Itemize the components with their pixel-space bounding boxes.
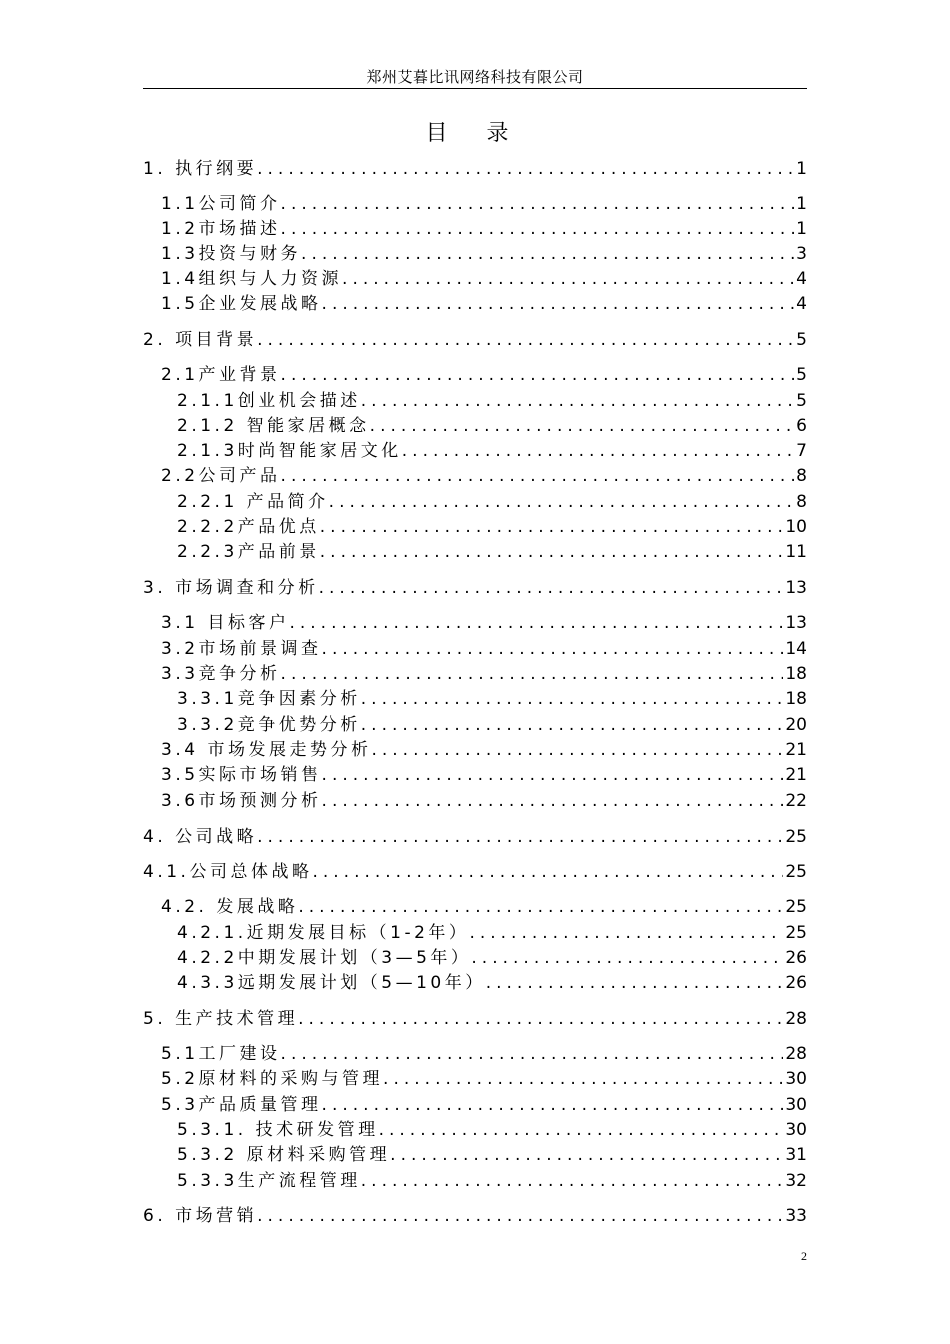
toc-entry[interactable] xyxy=(161,292,807,316)
toc-leader-dots xyxy=(361,1169,784,1193)
toc-entry[interactable] xyxy=(161,637,807,661)
toc-entry-title: 3.3.2竞争优势分析 xyxy=(177,715,361,735)
toc-entry-page: 10 xyxy=(785,517,807,537)
toc-leader-dots xyxy=(370,414,795,438)
toc-entry-title: 5.3.3生产流程管理 xyxy=(177,1171,361,1191)
toc-leader-dots xyxy=(257,328,794,352)
toc-entry-page: 1 xyxy=(796,194,807,214)
toc-leader-dots xyxy=(361,389,794,413)
toc-entry[interactable] xyxy=(161,763,807,787)
toc-entry-page: 25 xyxy=(785,923,807,943)
toc-leader-dots xyxy=(322,763,784,787)
toc-entry-page: 30 xyxy=(785,1069,807,1089)
toc-entry-title: 2.2.2产品优点 xyxy=(177,517,320,537)
toc-entry-page: 25 xyxy=(785,897,807,917)
toc-leader-dots xyxy=(379,1118,784,1142)
toc-leader-dots xyxy=(402,439,794,463)
toc-entry-title: 5.3.2 原材料采购管理 xyxy=(177,1145,391,1165)
toc-leader-dots xyxy=(281,1042,784,1066)
toc-entry-title: 2.1产业背景 xyxy=(161,365,281,385)
toc-entry-page: 32 xyxy=(785,1171,807,1191)
toc-entry-title: 2.2公司产品 xyxy=(161,466,281,486)
toc-entry[interactable] xyxy=(143,825,807,849)
toc-leader-dots xyxy=(322,637,784,661)
toc-entry-title: 3.3.1竞争因素分析 xyxy=(177,689,361,709)
toc-leader-dots xyxy=(361,713,784,737)
toc-entry[interactable] xyxy=(177,921,807,945)
toc-leader-dots xyxy=(471,946,783,970)
toc-entry-title: 5.3产品质量管理 xyxy=(161,1095,322,1115)
toc-leader-dots xyxy=(320,515,784,539)
toc-entry-title: 3.5实际市场销售 xyxy=(161,765,322,785)
toc-entry-title: 1.3投资与财务 xyxy=(161,244,302,264)
toc-title: 目 录 xyxy=(425,121,525,146)
toc-entry[interactable] xyxy=(177,389,807,413)
toc-leader-dots xyxy=(281,217,795,241)
toc-entry[interactable] xyxy=(177,1143,807,1167)
toc-entry-title: 6. 市场营销 xyxy=(143,1206,258,1226)
toc-entry[interactable] xyxy=(161,611,807,635)
toc-entry[interactable] xyxy=(143,157,807,181)
toc-entry-page: 7 xyxy=(796,441,807,461)
toc-entry-title: 5.3.1. 技术研发管理 xyxy=(177,1120,379,1140)
toc-entry-page: 11 xyxy=(785,542,807,562)
toc-entry-title: 4. 公司战略 xyxy=(143,827,258,847)
toc-leader-dots xyxy=(281,662,784,686)
toc-leader-dots xyxy=(301,242,794,266)
toc-entry-page: 8 xyxy=(796,492,807,512)
toc-entry-page: 14 xyxy=(785,639,807,659)
toc-entry-page: 30 xyxy=(785,1095,807,1115)
toc-entry[interactable] xyxy=(143,328,807,352)
toc-entry-title: 1.4组织与人力资源 xyxy=(161,269,343,289)
toc-entry-title: 3.2市场前景调查 xyxy=(161,639,322,659)
toc-entry-page: 1 xyxy=(796,219,807,239)
toc-leader-dots xyxy=(298,1007,783,1031)
toc-entry[interactable] xyxy=(177,540,807,564)
toc-entry-title: 2. 项目背景 xyxy=(143,330,258,350)
toc-leader-dots xyxy=(383,1067,783,1091)
toc-entry[interactable] xyxy=(143,576,807,600)
toc-entry-title: 3.1 目标客户 xyxy=(161,613,290,633)
toc-entry[interactable] xyxy=(177,515,807,539)
toc-entry[interactable] xyxy=(161,217,807,241)
toc-entry-page: 21 xyxy=(785,740,807,760)
toc-entry[interactable] xyxy=(143,1204,807,1228)
toc-entry[interactable] xyxy=(161,789,807,813)
toc-leader-dots xyxy=(371,738,783,762)
toc-entry[interactable] xyxy=(177,971,807,995)
toc-entry[interactable] xyxy=(161,192,807,216)
toc-leader-dots xyxy=(322,1093,784,1117)
toc-entry-page: 31 xyxy=(785,1145,807,1165)
toc-entry-page: 3 xyxy=(796,244,807,264)
toc-entry-page: 4 xyxy=(796,269,807,289)
toc-entry[interactable] xyxy=(177,490,807,514)
toc-entry-title: 2.2.3产品前景 xyxy=(177,542,320,562)
toc-entry-page: 21 xyxy=(785,765,807,785)
toc-entry-title: 1.1公司简介 xyxy=(161,194,281,214)
toc-entry[interactable] xyxy=(143,860,807,884)
toc-entry-title: 3.4 市场发展走势分析 xyxy=(161,740,372,760)
toc-leader-dots xyxy=(298,895,783,919)
toc-entry[interactable] xyxy=(161,1093,807,1117)
toc-leader-dots xyxy=(322,292,795,316)
toc-entry[interactable] xyxy=(161,895,807,919)
toc-entry-page: 5 xyxy=(796,391,807,411)
toc-entry-title: 5.1工厂建设 xyxy=(161,1044,281,1064)
toc-entry[interactable] xyxy=(177,439,807,463)
toc-entry[interactable] xyxy=(161,267,807,291)
toc-entry-page: 33 xyxy=(785,1206,807,1226)
toc-entry[interactable] xyxy=(161,662,807,686)
toc-leader-dots xyxy=(257,157,794,181)
toc-leader-dots xyxy=(322,789,784,813)
toc-entry[interactable] xyxy=(143,1007,807,1031)
toc-leader-dots xyxy=(281,464,795,488)
toc-leader-dots xyxy=(469,921,783,945)
toc-entry[interactable] xyxy=(161,464,807,488)
toc-entry-title: 4.2.1.近期发展目标（1-2年） xyxy=(177,923,470,943)
toc-entry-title: 5. 生产技术管理 xyxy=(143,1009,299,1029)
toc-entry[interactable] xyxy=(177,946,807,970)
toc-entry-page: 18 xyxy=(785,689,807,709)
toc-entry-title: 4.1.公司总体战略 xyxy=(143,862,313,882)
toc-entry-page: 13 xyxy=(785,613,807,633)
toc-entry[interactable] xyxy=(161,1067,807,1091)
toc-entry-title: 2.1.1创业机会描述 xyxy=(177,391,361,411)
toc-entry-title: 1.5企业发展战略 xyxy=(161,294,322,314)
page-number: 2 xyxy=(801,1249,807,1263)
toc-entry[interactable] xyxy=(177,1169,807,1193)
toc-leader-dots xyxy=(319,576,784,600)
toc-entry-title: 1.2市场描述 xyxy=(161,219,281,239)
toc-entry-title: 2.1.2 智能家居概念 xyxy=(177,416,370,436)
toc-entry-page: 13 xyxy=(785,578,807,598)
header-company-name: 郑州艾暮比讯网络科技有限公司 xyxy=(366,68,584,86)
toc-entry-title: 2.1.3时尚智能家居文化 xyxy=(177,441,402,461)
toc-entry-title: 2.2.1 产品简介 xyxy=(177,492,329,512)
toc-entry-page: 5 xyxy=(796,330,807,350)
toc-leader-dots xyxy=(390,1143,783,1167)
toc-entry-page: 25 xyxy=(785,827,807,847)
toc-leader-dots xyxy=(281,192,795,216)
toc-entry-page: 30 xyxy=(785,1120,807,1140)
toc-entry-page: 25 xyxy=(785,862,807,882)
toc-leader-dots xyxy=(486,971,784,995)
toc-entry[interactable] xyxy=(177,1118,807,1142)
toc-entry-title: 4.2.2中期发展计划（3—5年） xyxy=(177,948,472,968)
toc-leader-dots xyxy=(361,687,784,711)
toc-entry-page: 1 xyxy=(796,159,807,179)
toc-leader-dots xyxy=(329,490,795,514)
toc-entry[interactable] xyxy=(161,738,807,762)
toc-entry-title: 3. 市场调查和分析 xyxy=(143,578,319,598)
toc-entry-title: 4.2. 发展战略 xyxy=(161,897,299,917)
toc-entry-page: 5 xyxy=(796,365,807,385)
toc-entry-page: 18 xyxy=(785,664,807,684)
toc-entry-page: 22 xyxy=(785,791,807,811)
toc-entry-page: 8 xyxy=(796,466,807,486)
toc-leader-dots xyxy=(342,267,794,291)
toc-entry[interactable] xyxy=(161,1042,807,1066)
toc-leader-dots xyxy=(312,860,783,884)
toc-entry-page: 28 xyxy=(785,1009,807,1029)
toc-leader-dots xyxy=(257,1204,783,1228)
toc-entry[interactable] xyxy=(161,363,807,387)
toc-entry[interactable] xyxy=(177,713,807,737)
toc-leader-dots xyxy=(289,611,783,635)
toc-entry[interactable] xyxy=(161,242,807,266)
header-divider xyxy=(143,88,807,89)
toc-entry-title: 5.2原材料的采购与管理 xyxy=(161,1069,384,1089)
toc-leader-dots xyxy=(320,540,784,564)
toc-leader-dots xyxy=(281,363,795,387)
toc-entry-title: 4.3.3远期发展计划（5—10年） xyxy=(177,973,486,993)
toc-entry-page: 4 xyxy=(796,294,807,314)
toc-entry[interactable] xyxy=(177,414,807,438)
toc-entry-title: 3.6市场预测分析 xyxy=(161,791,322,811)
toc-entry-page: 26 xyxy=(785,948,807,968)
toc-entry-page: 26 xyxy=(785,973,807,993)
toc-entry-page: 28 xyxy=(785,1044,807,1064)
toc-entry-title: 3.3竞争分析 xyxy=(161,664,281,684)
toc-entry-page: 6 xyxy=(796,416,807,436)
toc-entry[interactable] xyxy=(177,687,807,711)
toc-entry-title: 1. 执行纲要 xyxy=(143,159,258,179)
toc-entry-page: 20 xyxy=(785,715,807,735)
toc-leader-dots xyxy=(257,825,783,849)
